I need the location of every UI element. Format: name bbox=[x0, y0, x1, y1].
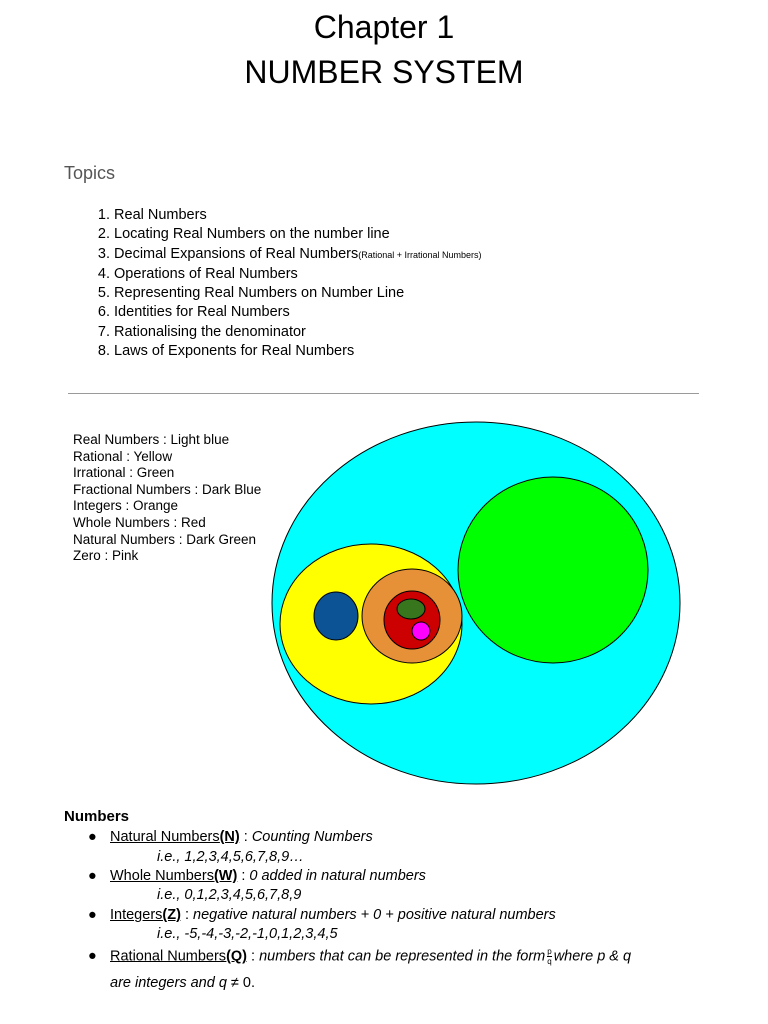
legend-item-natural: Natural Numbers : Dark Green bbox=[73, 531, 257, 547]
whole-numbers-term: Whole Numbers(W) bbox=[110, 868, 238, 884]
p-over-q-fraction: $\frac{p}{q}$ bbox=[547, 947, 552, 966]
topic-number: 4. bbox=[97, 265, 110, 282]
legend-item-rational: Rational : Yellow bbox=[73, 448, 173, 464]
topic-label: Real Numbers bbox=[114, 207, 207, 223]
natural-numbers-definition: ● Natural Numbers(N) : Counting Numbers bbox=[88, 828, 373, 848]
real-numbers-circle bbox=[272, 422, 680, 784]
topic-number: 6. bbox=[97, 304, 110, 321]
rational-numbers-term: Rational Numbers(Q) bbox=[110, 948, 247, 965]
topic-label: Rationalising the denominator bbox=[114, 323, 306, 340]
legend-item-real: Real Numbers : Light blue bbox=[73, 432, 230, 447]
integers-circle bbox=[362, 569, 462, 663]
legend-item-integers: Integers : Orange bbox=[73, 498, 179, 514]
rational-numbers-desc: numbers that can be represented in the form bbox=[259, 948, 546, 965]
legend-item-fractional: Fractional Numbers : Dark Blue bbox=[73, 481, 262, 497]
whole-numbers-desc: 0 added in natural numbers bbox=[249, 868, 426, 884]
numbers-heading: Numbers bbox=[64, 808, 130, 825]
topic-item bbox=[80, 206, 482, 225]
bullet-icon: ● bbox=[88, 907, 97, 923]
topic-label: Locating Real Numbers on the number line bbox=[114, 226, 390, 243]
integers-definition: ● Integers(Z) : negative natural numbers + 0 + positive natural numbers bbox=[88, 906, 556, 926]
bullet-icon: ● bbox=[88, 829, 97, 845]
natural-numbers-circle bbox=[397, 599, 425, 619]
whole-numbers-definition: ● Whole Numbers(W) : 0 added in natural numbers bbox=[88, 867, 426, 887]
topic-label: Decimal Expansions of Real Numbers bbox=[114, 245, 359, 262]
rational-numbers-definition: ● Rational Numbers(Q) : numbers that can be represented in the form $\frac{p}{q}$ where p & q bbox=[88, 947, 632, 966]
chapter-number: Chapter 1 bbox=[313, 9, 455, 45]
topic-item bbox=[80, 265, 482, 284]
whole-numbers-example: i.e., 0,1,2,3,4,5,6,7,8,9 bbox=[157, 887, 302, 903]
topic-number: 1. bbox=[97, 207, 110, 223]
topic-note: (Rational + Irrational Numbers) bbox=[358, 249, 482, 260]
venn-legend bbox=[73, 432, 261, 565]
legend-item-whole: Whole Numbers : Red bbox=[73, 514, 206, 530]
topic-item bbox=[80, 284, 482, 303]
integers-example: i.e., -5,-4,-3,-2,-1,0,1,2,3,4,5 bbox=[157, 926, 338, 942]
whole-numbers-circle bbox=[384, 591, 440, 649]
topic-item bbox=[80, 245, 482, 265]
natural-numbers-example: i.e., 1,2,3,4,5,6,7,8,9… bbox=[157, 849, 304, 865]
topic-number: 5. bbox=[97, 285, 110, 302]
topic-item bbox=[80, 323, 482, 342]
topics-heading: Topics bbox=[64, 163, 116, 183]
fractional-numbers-circle bbox=[314, 592, 358, 640]
topic-label: Laws of Exponents for Real Numbers bbox=[114, 343, 355, 360]
topic-number: 2. bbox=[97, 226, 110, 243]
topic-list bbox=[80, 206, 482, 361]
legend-item-irrational: Irrational : Green bbox=[73, 465, 175, 481]
zero-circle bbox=[412, 622, 430, 640]
rational-numbers-definition-line2: are integers and q ≠ 0. bbox=[110, 975, 256, 991]
irrational-numbers-circle bbox=[458, 477, 648, 663]
topic-label: Operations of Real Numbers bbox=[114, 265, 298, 282]
topic-item bbox=[80, 342, 482, 361]
topic-number: 7. bbox=[97, 323, 110, 340]
rational-numbers-circle bbox=[280, 544, 462, 704]
integers-term: Integers(Z) bbox=[110, 907, 181, 923]
legend-item-zero: Zero : Pink bbox=[73, 548, 139, 564]
bullet-icon: ● bbox=[88, 868, 97, 884]
topic-label: Representing Real Numbers on Number Line bbox=[114, 285, 405, 302]
topic-item bbox=[80, 225, 482, 244]
integers-desc: negative natural numbers + 0 + positive natural numbers bbox=[193, 907, 556, 923]
topic-number: 8. bbox=[97, 343, 110, 360]
topic-item bbox=[80, 303, 482, 322]
chapter-title: NUMBER SYSTEM bbox=[244, 54, 524, 90]
horizontal-divider bbox=[68, 393, 699, 394]
topic-number: 3. bbox=[97, 245, 110, 262]
topic-label: Identities for Real Numbers bbox=[114, 304, 290, 321]
natural-numbers-desc: Counting Numbers bbox=[251, 829, 373, 845]
bullet-icon: ● bbox=[88, 948, 97, 965]
natural-numbers-term: Natural Numbers(N) bbox=[110, 829, 240, 845]
